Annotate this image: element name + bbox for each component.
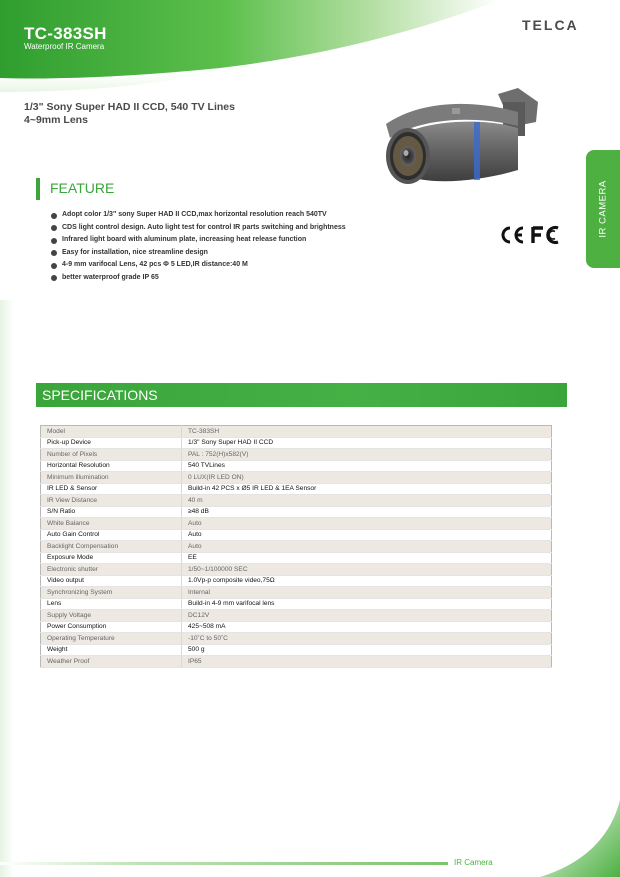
spec-value: 40 m bbox=[182, 495, 552, 507]
spec-label: Horizontal Resolution bbox=[41, 460, 182, 472]
spec-row bbox=[41, 518, 552, 530]
spec-value: ≥48 dB bbox=[182, 506, 552, 518]
footer-line bbox=[0, 862, 448, 865]
spec-row bbox=[41, 437, 552, 449]
side-tab-label: IR CAMERA bbox=[597, 180, 609, 238]
spec-label: IR LED & Sensor bbox=[41, 483, 182, 495]
feature-item: Adopt color 1/3" sony Super HAD II CCD,max horizontal resolution reach 540TV bbox=[50, 209, 346, 222]
spec-value: Auto bbox=[182, 541, 552, 553]
spec-value: Build-in 4-9 mm varifocal lens bbox=[182, 598, 552, 610]
spec-label: S/N Ratio bbox=[41, 506, 182, 518]
feature-heading bbox=[36, 178, 240, 200]
spec-label: Video output bbox=[41, 575, 182, 587]
model-subtitle: Waterproof IR Camera bbox=[24, 42, 105, 51]
spec-value: Auto bbox=[182, 518, 552, 530]
spec-value: 1.0Vp-p composite video,75Ω bbox=[182, 575, 552, 587]
header-band bbox=[0, 0, 620, 95]
spec-row bbox=[41, 598, 552, 610]
spec-value: PAL : 752(H)x582(V) bbox=[182, 449, 552, 461]
spec-row bbox=[41, 564, 552, 576]
spec-label: Lens bbox=[41, 598, 182, 610]
spec-label: Operating Temperature bbox=[41, 633, 182, 645]
specifications-table bbox=[40, 425, 552, 668]
model-title: TC-383SH bbox=[24, 24, 107, 43]
spec-row bbox=[41, 495, 552, 507]
footer-corner-swoosh bbox=[500, 800, 620, 877]
spec-value: 1/3" Sony Super HAD II CCD bbox=[182, 437, 552, 449]
spec-label: Backlight Compensation bbox=[41, 541, 182, 553]
feature-item: CDS light control design. Auto light test for control IR parts switching and brightness bbox=[50, 222, 346, 235]
spec-row bbox=[41, 426, 552, 438]
spec-row bbox=[41, 449, 552, 461]
spec-row bbox=[41, 529, 552, 541]
spec-row bbox=[41, 472, 552, 484]
spec-label: Supply Voltage bbox=[41, 610, 182, 622]
feature-item: Infrared light board with aluminum plate, increasing heat release function bbox=[50, 234, 346, 247]
spec-value: 425~508 mA bbox=[182, 621, 552, 633]
spec-row bbox=[41, 483, 552, 495]
spec-value: 0 LUX(IR LED ON) bbox=[182, 472, 552, 484]
spec-row bbox=[41, 621, 552, 633]
spec-value: 1/50~1/100000 SEC bbox=[182, 564, 552, 576]
spec-label: Number of Pixels bbox=[41, 449, 182, 461]
brand-logo: TELCA bbox=[522, 17, 579, 33]
spec-label: IR View Distance bbox=[41, 495, 182, 507]
spec-value: 500 g bbox=[182, 644, 552, 656]
spec-value: DC12V bbox=[182, 610, 552, 622]
headline-line-2: 4~9mm Lens bbox=[24, 114, 88, 126]
spec-row bbox=[41, 541, 552, 553]
spec-row bbox=[41, 552, 552, 564]
spec-row bbox=[41, 610, 552, 622]
spec-value: Internal bbox=[182, 587, 552, 599]
spec-label: Exposure Mode bbox=[41, 552, 182, 564]
spec-row bbox=[41, 656, 552, 668]
spec-row bbox=[41, 575, 552, 587]
spec-row bbox=[41, 633, 552, 645]
spec-value: Auto bbox=[182, 529, 552, 541]
spec-label: Model bbox=[41, 426, 182, 438]
spec-value: -10˚C to 50˚C bbox=[182, 633, 552, 645]
spec-label: Electronic shutter bbox=[41, 564, 182, 576]
spec-label: Synchronizing System bbox=[41, 587, 182, 599]
feature-item: better waterproof grade IP 65 bbox=[50, 272, 346, 285]
specifications-heading-text: SPECIFICATIONS bbox=[42, 387, 158, 403]
spec-label: Power Consumption bbox=[41, 621, 182, 633]
feature-item: 4-9 mm varifocal Lens, 42 pcs Φ 5 LED,IR distance:40 M bbox=[50, 259, 346, 272]
specifications-heading bbox=[36, 383, 567, 407]
spec-value: IP65 bbox=[182, 656, 552, 668]
spec-label: Auto Gain Control bbox=[41, 529, 182, 541]
footer-label: IR Camera bbox=[454, 858, 493, 867]
spec-value: Build-in 42 PCS x Ø5 IR LED & 1EA Sensor bbox=[182, 483, 552, 495]
spec-label: Weather Proof bbox=[41, 656, 182, 668]
product-headline bbox=[24, 101, 235, 127]
headline-line-1: 1/3" Sony Super HAD II CCD, 540 TV Lines bbox=[24, 101, 235, 113]
spec-label: Weight bbox=[41, 644, 182, 656]
certification-marks bbox=[497, 222, 567, 248]
bullet-camera-image bbox=[378, 82, 543, 194]
spec-label: White Balance bbox=[41, 518, 182, 530]
feature-item: Easy for installation, nice streamline design bbox=[50, 247, 346, 260]
spec-value: 540 TVLines bbox=[182, 460, 552, 472]
spec-row bbox=[41, 587, 552, 599]
spec-value: EE bbox=[182, 552, 552, 564]
spec-value: TC-383SH bbox=[182, 426, 552, 438]
spec-row bbox=[41, 644, 552, 656]
spec-row bbox=[41, 506, 552, 518]
side-category-tab bbox=[586, 150, 620, 268]
spec-label: Pick-up Device bbox=[41, 437, 182, 449]
spec-label: Minimum illumination bbox=[41, 472, 182, 484]
spec-row bbox=[41, 460, 552, 472]
left-edge-fade bbox=[0, 300, 14, 877]
feature-heading-text: FEATURE bbox=[50, 180, 115, 196]
feature-list bbox=[50, 209, 346, 284]
